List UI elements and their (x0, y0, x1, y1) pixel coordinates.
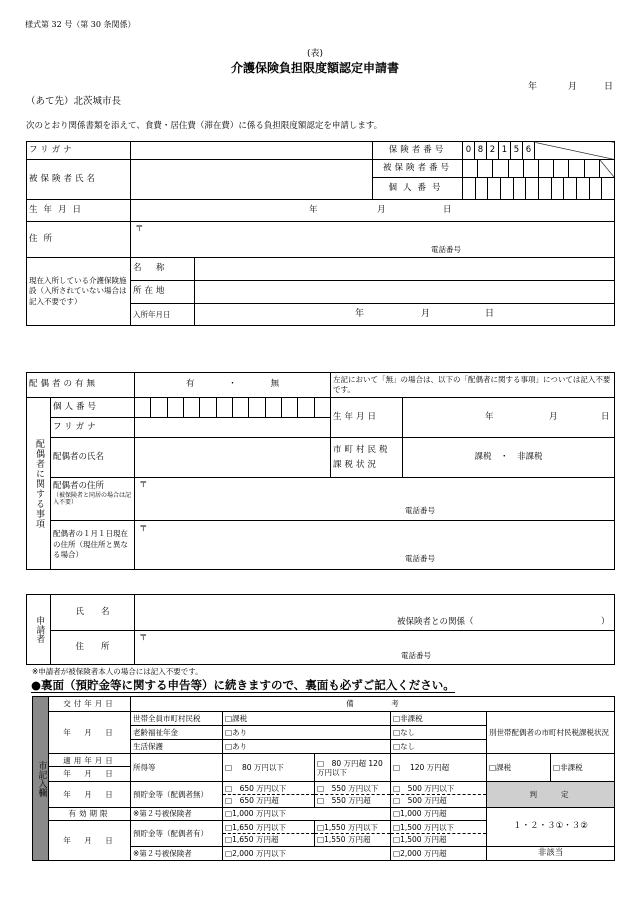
pension-nashi[interactable]: □なし (391, 726, 487, 740)
type2-1000-le[interactable]: □1,000 万円以下 (223, 808, 391, 821)
savings-500-le[interactable]: □ 500 万円以下 (391, 783, 486, 795)
judgement-header: 判 定 (487, 782, 615, 808)
savings-650-le[interactable]: □ 650 万円以下 (223, 783, 314, 795)
savings-spouse-label: 預貯金等（配偶者有） (131, 821, 223, 847)
spouse-name-input[interactable] (135, 438, 331, 478)
apply-date-value-2: 年 月 日 (49, 782, 131, 808)
welfare-label: 生活保護 (131, 740, 223, 754)
birth-day: 日 (443, 205, 452, 215)
other-household-label: 別世帯配偶者の市町村民税課税状況 (487, 712, 615, 754)
has-spouse-label: 配偶者の有無 (27, 373, 135, 398)
phone-label: 電話番号 (431, 245, 461, 254)
facility-date-input[interactable] (195, 304, 615, 326)
applicant-phone-label: 電話番号 (401, 651, 431, 660)
spouse-name-label: 配偶者の氏名 (51, 438, 135, 478)
other-tax-opt2[interactable]: □非課税 (551, 754, 615, 782)
insurer-digit: 5 (511, 142, 523, 160)
savings-550-gt[interactable]: □ 550 万円超 (317, 795, 371, 805)
facility-year: 年 (355, 309, 365, 319)
furigana-label: フリガナ (27, 142, 131, 160)
remarks-header: 備 考 (131, 697, 615, 712)
savings-650-cell (223, 782, 315, 808)
insurer-digit: 6 (523, 142, 535, 160)
spouse-jan-phone-label: 電話番号 (405, 554, 436, 563)
insurer-no-blank (535, 142, 615, 160)
savings-500-cell (391, 782, 487, 808)
spouse-phone-label: 電話番号 (405, 506, 436, 515)
household-tax-label: 世帯全員市町村民税 (131, 712, 223, 726)
spouse-birth-input[interactable] (403, 398, 615, 438)
spouse-postal-mark: 〒 (139, 480, 148, 490)
postal-mark: 〒 (135, 224, 144, 234)
personal-no-label: 個人番号 (373, 178, 463, 200)
facility-month: 月 (421, 309, 431, 319)
insured-no-label: 被保険者番号 (373, 160, 463, 178)
spouse-address-label: 配偶者の住所 (53, 481, 105, 491)
income-opt3[interactable]: □ 120 万円超 (391, 754, 487, 782)
spouse-birth-year: 年 (485, 412, 494, 422)
apply-date-label: 適用年月日 (49, 754, 130, 767)
spouse-personal-no-label: 個人番号 (51, 398, 135, 418)
insured-no-input[interactable] (463, 160, 615, 178)
applicant-postal-mark: 〒 (139, 633, 148, 643)
relation-close: ） (601, 617, 610, 627)
spouse-yes-option[interactable]: 有 (185, 379, 195, 390)
facility-day: 日 (485, 309, 495, 319)
judgement-levels[interactable]: １・２・３①・３② (487, 808, 615, 847)
insurer-digit: 2 (487, 142, 499, 160)
birth-month: 月 (377, 205, 386, 215)
welfare-ari[interactable]: □あり (223, 740, 391, 754)
insurer-digit: 1 (499, 142, 511, 160)
facility-addr-label: 所在地 (131, 281, 195, 304)
applicant-table (26, 594, 615, 665)
applicant-side-label: 申請者 (27, 595, 51, 665)
delivery-date-value: 年 月 日 (49, 712, 131, 754)
pension-ari[interactable]: □あり (223, 726, 391, 740)
insured-table (26, 141, 615, 326)
spouse-tax-choice[interactable]: 課税 ・ 非課税 (403, 438, 615, 478)
form-number: 様式第 32 号（第 30 条関係） (25, 20, 136, 29)
birth-label: 生年月日 (27, 200, 131, 222)
page-title: 介護保険負担限度額認定申請書 (230, 61, 399, 75)
spouse-personal-no-input[interactable] (135, 398, 331, 418)
delivery-date-label: 交付年月日 (49, 697, 131, 712)
spouse-jan-address-input[interactable] (135, 521, 615, 570)
income-opt1[interactable]: □ 80 万円以下 (223, 754, 315, 782)
valid-value: 年 月 日 (49, 821, 131, 861)
office-use-table (32, 696, 615, 861)
birth-year: 年 (309, 205, 318, 215)
intro-text: 次のとおり関係書類を添えて、食費・居住費（滞在費）に係る負担限度額認定を申請します。 (26, 121, 383, 131)
insured-name-label: 被保険者氏名 (27, 160, 131, 200)
spouse-jan-address-label: 配偶者の１月１日現在の住所（現住所と異なる場合） (51, 521, 135, 570)
relation-label: 被保険者との関係（ (397, 617, 474, 627)
savings-1550-cell (315, 821, 391, 847)
household-tax-opt1[interactable]: □課税 (223, 712, 391, 726)
spouse-note: 左記において「無」の場合は、以下の「配偶者に関する事項」については記入不要です。 (331, 373, 615, 398)
birth-input[interactable] (131, 200, 615, 222)
spouse-tax-label: 市町村民税課税状況 (331, 438, 403, 478)
income-opt2[interactable]: □ 80 万円超 120 万円以下 (315, 754, 391, 782)
has-spouse-choice[interactable] (135, 373, 331, 398)
spouse-birth-day: 日 (601, 412, 610, 422)
household-tax-opt2[interactable]: □非課税 (391, 712, 487, 726)
spouse-no-option[interactable]: 無 (270, 379, 280, 390)
savings-1650-le[interactable]: □1,650 万円以下 (223, 822, 314, 834)
applicant-name-label: 氏 名 (51, 595, 135, 631)
savings-500-gt[interactable]: □ 500 万円超 (393, 795, 447, 805)
facility-name-label: 名 称 (131, 258, 195, 281)
savings-1650-gt[interactable]: □1,650 万円超 (225, 834, 279, 844)
personal-no-input[interactable] (463, 178, 615, 200)
office-side-label: 市記入欄 (33, 697, 49, 861)
facility-addr-input[interactable] (195, 281, 615, 304)
date-month: 月 (568, 82, 578, 92)
spouse-table (26, 372, 615, 570)
savings-1550-gt[interactable]: □1,550 万円超 (317, 834, 371, 844)
facility-name-input[interactable] (195, 258, 615, 281)
spouse-furigana-input[interactable] (135, 418, 331, 438)
applicant-name-input[interactable] (135, 595, 615, 631)
facility-label: 現在入所している介護保険施設（入所されていない場合は記入不要です） (27, 258, 131, 326)
front-side-label: (表) (306, 49, 324, 59)
applicant-address-label: 住 所 (51, 631, 135, 665)
savings-1550-le[interactable]: □1,550 万円以下 (315, 822, 390, 834)
savings-550-cell (315, 782, 391, 808)
spouse-jan-postal-mark: 〒 (139, 524, 148, 534)
type2-a-label: ※第２号被保険者 (131, 808, 223, 821)
other-tax-opt1[interactable]: □課税 (487, 754, 551, 782)
applicant-note: ※申請者が被保険者本人の場合には記入不要です。 (32, 667, 203, 676)
type2-2000-le[interactable]: □2,000 万円以下 (223, 847, 391, 861)
insurer-no-label: 保険者番号 (373, 142, 463, 160)
insured-name-input[interactable] (131, 160, 373, 200)
savings-1500-cell (391, 821, 487, 847)
address-input[interactable] (131, 222, 615, 258)
insurer-digit: 0 (463, 142, 475, 160)
savings-650-gt[interactable]: □ 650 万円超 (225, 795, 279, 805)
apply-date-value: 年 月 日 (63, 769, 116, 778)
savings-1500-le[interactable]: □1,500 万円以下 (391, 822, 486, 834)
spouse-address-input[interactable] (135, 478, 615, 521)
address-label: 住所 (27, 222, 131, 258)
reverse-side-notice: ●裏面（預貯金等に関する申告等）に続きますので、裏面も必ずご記入ください。 (31, 678, 455, 692)
savings-1500-gt[interactable]: □1,500 万円超 (393, 834, 447, 844)
addressee: （あて先）北茨城市長 (26, 96, 122, 107)
savings-550-le[interactable]: □ 550 万円以下 (315, 783, 390, 795)
date-year: 年 (528, 82, 538, 92)
spouse-furigana-label: フリガナ (51, 418, 135, 438)
date-day: 日 (604, 82, 614, 92)
savings-nospouse-label: 預貯金等（配偶者無） (131, 782, 223, 808)
apply-date-cell (49, 754, 131, 782)
separator-dot: ・ (228, 379, 237, 390)
spouse-birth-month: 月 (549, 412, 558, 422)
savings-1650-cell (223, 821, 315, 847)
spouse-side-label: 配偶者に関する事項 (27, 398, 51, 570)
spouse-address-note: （被保険者と同居の場合は記入不要） (53, 492, 132, 507)
type2-2000-gt[interactable]: □2,000 万円超 (391, 847, 487, 861)
valid-label: 有効期限 (49, 808, 131, 821)
not-applicable[interactable]: 非該当 (487, 847, 615, 861)
income-label: 所得等 (131, 754, 223, 782)
facility-date-label: 入所年月日 (131, 304, 195, 326)
spouse-birth-label: 生年月日 (331, 398, 403, 438)
type2-b-label: ※第２号被保険者 (131, 847, 223, 861)
welfare-nashi[interactable]: □なし (391, 740, 487, 754)
insurer-digit: 8 (475, 142, 487, 160)
type2-1000-gt[interactable]: □1,000 万円超 (391, 808, 487, 821)
pension-label: 老齢福祉年金 (131, 726, 223, 740)
spouse-address-cell (51, 478, 135, 521)
applicant-address-input[interactable] (135, 631, 615, 665)
furigana-input[interactable] (131, 142, 373, 160)
